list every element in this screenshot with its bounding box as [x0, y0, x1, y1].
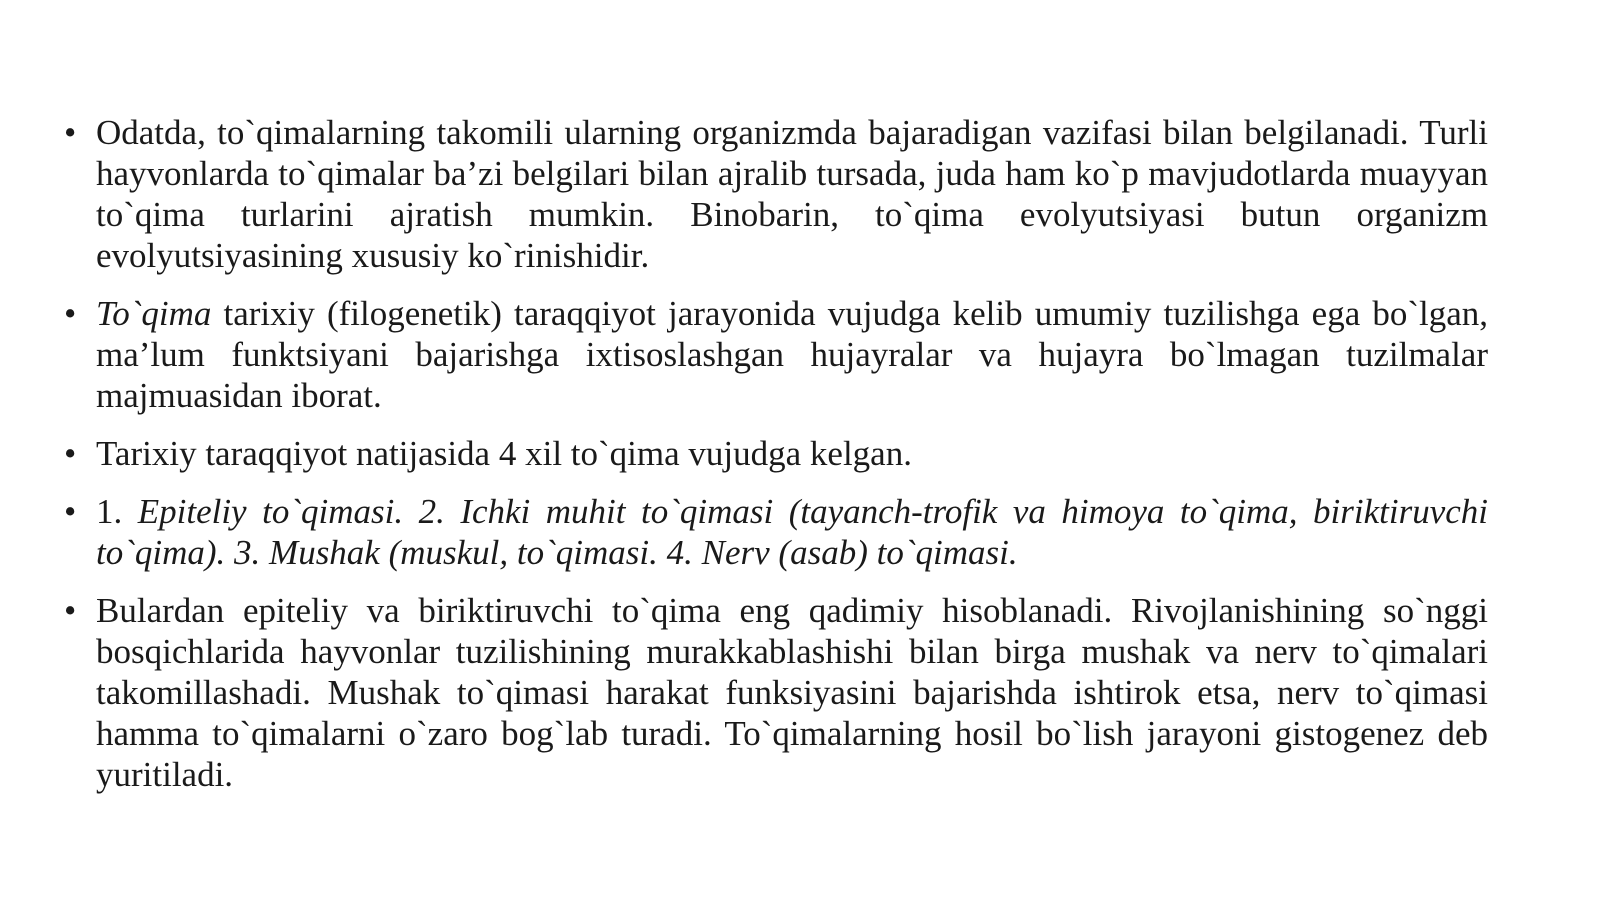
bullet-icon: • — [64, 113, 77, 152]
bullet-item-1 — [62, 112, 1488, 276]
bullet-text: Bulardan epiteliy va biriktiruvchi to`qima eng qadimiy hisoblanadi. Rivojlanishining so`nggi bosqichlarida hayvonlar tuzilishining murakkablashishi bilan birga mushak va nerv to`qimalari takomillashadi. Mushak to`qimasi harakat funksiyasini bajarishda ishtirok etsa, nerv to`qimasi hamma to`qimalarni o`zaro bog`lab turadi. To`qimalarning hosil bo`lish jarayoni gistogenez deb yuritiladi. — [96, 591, 1488, 794]
bullet-item-2 — [62, 293, 1488, 416]
bullet-text: Odatda, to`qimalarning takomili ularning organizmda bajaradigan vazifasi bilan belgilanadi. Turli hayvonlarda to`qimalar ba’zi belgilari bilan ajralib tursada, juda ham ko`p mavjudotlarda muayyan to`qima turlarini ajratish mumkin. Binobarin, to`qima evolyutsiyasi butun organizm evolyutsiyasining xususiy ko`rinishidir. — [96, 113, 1488, 275]
bullet-text: tarixiy (filogenetik) taraqqiyot jarayonida vujudga kelib umumiy tuzilishga ega bo`lgan, ma’lum funktsiyani bajarishga ixtisoslashgan hujayralar va hujayra bo`lmagan tuzilmalar majmuasidan iborat. — [96, 294, 1488, 415]
bullet-text: Tarixiy taraqqiyot natijasida 4 xil to`qima vujudga kelgan. — [96, 434, 912, 473]
bullet-icon: • — [64, 294, 77, 333]
bullet-italic-term: To`qima — [96, 294, 212, 333]
bullet-prefix: 1. — [96, 492, 138, 531]
bullet-italic-text: Epiteliy to`qimasi. 2. Ichki muhit to`qimasi (tayanch-trofik va himoya to`qima, biriktiruvchi to`qima). 3. Mushak (muskul, to`qimasi. 4. Nerv (asab) to`qimasi. — [96, 492, 1488, 572]
bullet-icon: • — [64, 434, 77, 473]
bullet-list — [62, 112, 1488, 795]
bullet-item-4 — [62, 491, 1488, 573]
bullet-icon: • — [64, 591, 77, 630]
bullet-item-5 — [62, 590, 1488, 795]
bullet-icon: • — [64, 492, 77, 531]
bullet-item-3 — [62, 433, 1488, 474]
slide-content — [62, 112, 1488, 812]
